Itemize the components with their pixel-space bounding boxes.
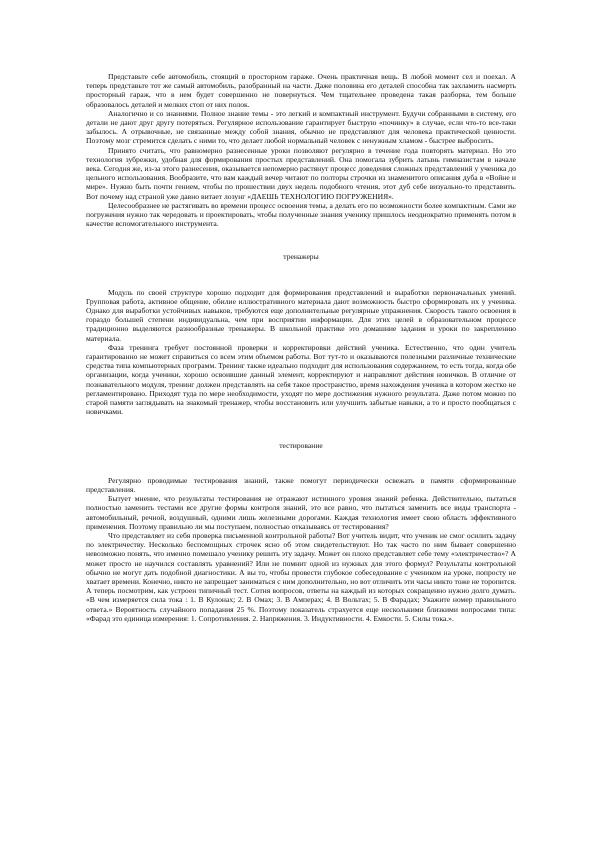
paragraph: Бытует мнение, что результаты тестирования не отражают истинного уровня знаний ребенка. Действительно, пытаться полностью заменить тестами все другие формы контроля знаний, это все равно, что пытаться заменить все виды транспорта - автомобильный, речной, воздушный, одними лишь железными дорогами. Каждая технология имеет свою область эффективного применения. Поэтому правильно ли мы поступаем, полностью отказываясь от тестирования? — [86, 494, 516, 531]
paragraph: Принято считать, что равномерно разнесенные уроки позволяют регулярно в течение года повторять материал. Но это технология зубрежки, удобная для формирования простых представлений. Она помогала зубрить латынь гимназистам в начале века. Сегодня же, из-за этого разнесения, оказывается непомерно растянут процесс доведения сложных представлений у ученика до цельного использования. Вообразите, что вам каждый вечер читают по полторы строчки из знаменитого описания дуба в «Войне и мире». Нужно быть почти гением, чтобы по прошествии двух недель подобного чтения, этот дуб себе визуально-то представить. Вот почему над страной уже давно витает лозунг «ДАЕШЬ ТЕХНОЛОГИЮ ПОГРУЖЕНИЯ». — [86, 145, 516, 201]
paragraph: Фаза тренинга требует постоянной проверки и корректировки действий ученика. Естественно, что один учитель гарантированно не может справиться со всем этим объемом работы. Вот тут-то и оказываются полезными различные технические средства типа компьютерных программ. Тренинг также идеально подходит для использования содержанием, то есть тогда, когда обе организации, когда ученики, хорошо освоившие данный элемент, корректируют и направляют действия новичков. В отличие от познавательного модуля, тренинг должен представлять на себя такое пространство, время нахождения ученика в котором жестко не регламентировано. Приходят туда по мере необходимости, уходят по мере достижения нужного результата. Даже потом можно по старой памяти заглядывать на знакомый тренажер, чтобы восстановить или улучшить забытые навыки, а то и просто пообщаться с новичками. — [86, 342, 516, 417]
paragraph: Модуль по своей структуре хорошо подходит для формирования представлений и выработки первоначальных умений. Групповая работа, активное общение, обилие иллюстративного материала дают возможность быстро сформировать их у ученика. Однако для выработки устойчивых навыков, требуются еще дополнительные регулярные упражнения. Скорость такого освоения в гораздо большей степени индивидуальна, чем при восприятии информации. Для этих целей в образовательном процессе традиционно выделяются разнообразные тренажеры. В школьной практике это домашние задания и уроки по закреплению материала. — [86, 287, 516, 343]
paragraph: Аналогично и со знаниями. Полное знание темы - это легкий и компактный инструмент. Будучи собранными в систему, его детали не дают друг другу потеряться. Регулярное использование гарантирует быструю «починку» в случае, если что-то все-таки забылось. А отрывочные, не связанные между собой знания, обычно не представляют для человека практической ценности. Поэтому мозг стремится сделать с ними то, что делает любой нормальный человек с ненужным хламом - быстрее выбросить. — [86, 108, 516, 146]
paragraph: Целесообразнее не растягивать во времени процесс освоения темы, а делать его по возможности более компактным. Сами же погружения нужно так чередовать и проектировать, чтобы полученные знания ученику пришлось неоднократно применять потом в качестве вспомогательного инструмента. — [86, 200, 516, 229]
section-heading-testing: тестирование — [279, 440, 323, 450]
paragraph: Представьте себе автомобиль, стоящий в просторном гараже. Очень практичная вещь. В любой момент сел и поехал. А теперь представьте тот же самый автомобиль, разобранный на части. Даже половина его деталей способна так захламить насмерть просторный гараж, что в нем будет совершенно не повернуться. Чем тщательнее проведена такая разборка, тем больше образовалось деталей и мелких стоп от них полок. — [86, 72, 516, 109]
section-heading-trainers: тренажеры — [283, 252, 319, 262]
document-page — [86, 72, 516, 623]
paragraph: Регулярно проводимые тестирования знаний, также помогут периодически освежать в памяти сформированные представления. — [86, 475, 516, 494]
paragraph: Что представляет из себя проверка письменной контрольной работы? Вот учитель видит, что ученик не смог осилить задачу по электричеству. Несколько беспомощных строчек ясно об этом свидетельствуют. Но так часто по ним бывает совершенно невозможно понять, что именно помешало ученику решить эту задачу. Может он плохо представляет себе тему «электричество»? А может просто не научился составлять уравнений? Или не помнит одной из нужных для этого формул? Результаты контрольной обычно не могут дать подобной диагностики. А вы то, чтобы провести глубокое собеседование с учеником на уроке, попросту не хватает времени. Конечно, никто не запрещает заниматься с ним дополнительно, но вот отличить эти часы никто тоже не торопится. А теперь посмотрим, как устроен типичный тест. Сотня вопросов, ответы на каждый из которых сокращенно нужно долго думать. «В чем измеряется сила тока : 1. В Кулонах; 2. В Омах; 3. В Амперах; 4. В Вольтах; 5. В Фарадах; Укажите номер правильного ответа.» Вероятность случайного попадания 25 %. Поэтому показатель страхуется еще несколькими близкими вопросами типа: «Фарад это единица измерения: 1. Сопротивления. 2. Напряжения. 3. Индуктивности. 4. Емкости. 5. Силы тока.». — [86, 530, 516, 623]
